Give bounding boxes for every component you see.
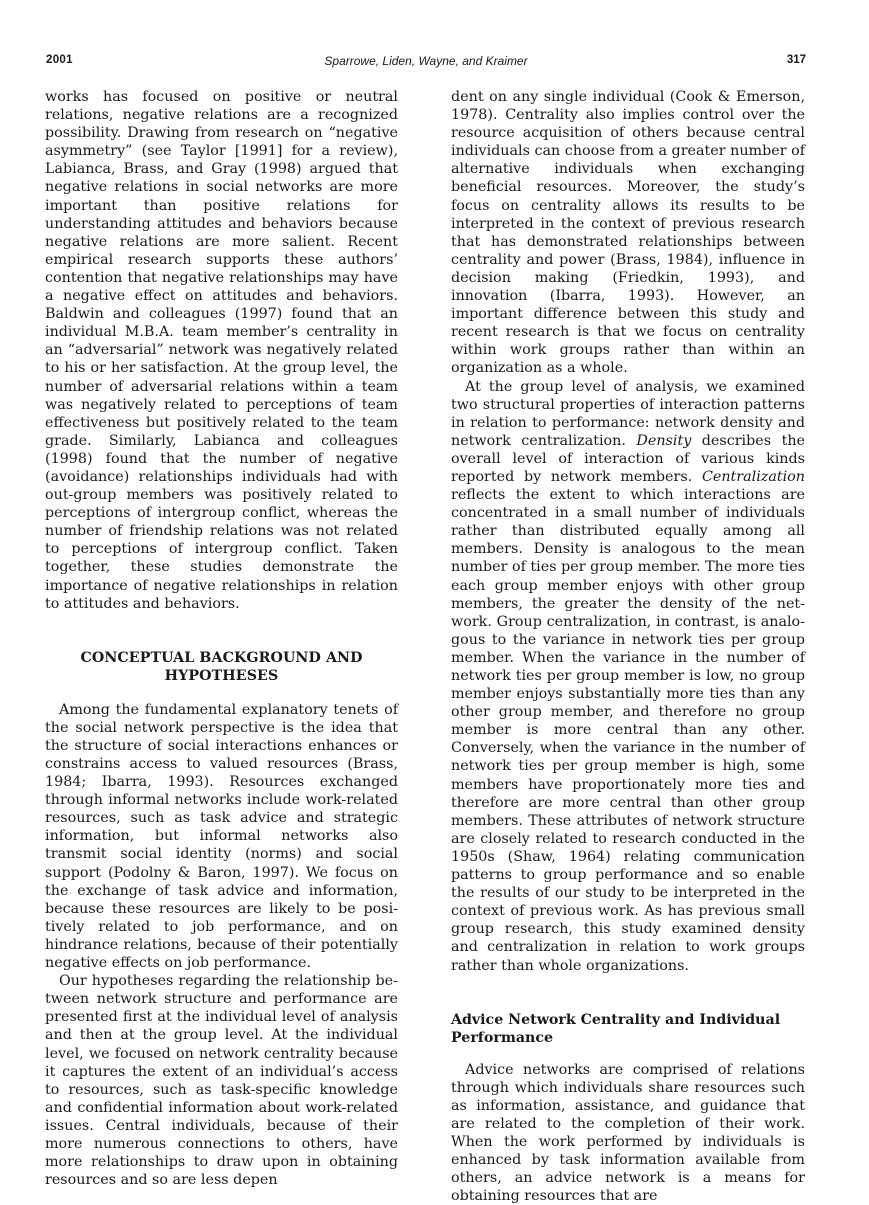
term-centralization: Centralization [701, 468, 805, 485]
subsection-heading-line-2: Performance [451, 1029, 554, 1046]
right-paragraph-2-part-b: describes the overall level of interaction of various kinds reported by network members. [451, 432, 805, 485]
right-paragraph-2-part-a: At the group level of analysis, we examined two structural properties of interaction patterns in relation to performance: network density and network centralization. [451, 378, 805, 449]
section-heading-line-1: CONCEPTUAL BACKGROUND AND [80, 649, 363, 666]
subsection-heading-line-1: Advice Network Centrality and Individual [451, 1011, 781, 1028]
header-page-number: 317 [786, 54, 806, 66]
header-year: 2001 [46, 54, 73, 66]
left-paragraph-3: Our hypotheses regarding the relationship between network structure and performance are presented first at the individual level of analysis and then at the group level. At the individual level, we focused on network centrality because it captures the extent of an individual’s access to resources, such as task-specific knowledge and confidential information about work-related issues. Central individuals, because of their more numerous connections to others, have more relationships to draw upon in obtaining resources and so are less depen [45, 973, 398, 1189]
right-column [451, 88, 805, 1205]
header-authors: Sparrowe, Liden, Wayne, and Kraimer [324, 54, 528, 68]
left-paragraph-1: works has focused on positive or neutral relations, negative relations are a recognized possibility. Drawing from research on “negative asymmetry” (see Taylor [1991] for a review), Labianca, Brass, and Gray (1998) argued that negative relations in social networks are more important than positive relations for understanding attitudes and behaviors because negative relations are more salient. Recent empirical research supports these authors’ contention that negative relationships may have a negative effect on attitudes and behaviors. Baldwin and colleagues (1997) found that an individual M.B.A. team member’s centrality in an “adversarial” network was negatively related to his or her satisfaction. At the group level, the number of adversarial relations within a team was negatively related to perceptions of team effectiveness but positively related to the team grade. Similarly, Labianca and colleagues (1998) found that the number of negative (avoidance) relationships individuals had with out-group members was positively related to perceptions of intergroup conflict, whereas the number of friendship relations was not related to perceptions of intergroup conflict. Taken together, these studies demonstrate the importance of negative relationships in relation to attitudes and behaviors. [45, 89, 398, 612]
right-paragraph-2-part-c: reflects the extent to which interactions are concentrated in a small number of individuals rather than distributed equally among all members. Density is analogous to the mean number of ties per group member. The more ties each group member enjoys with other group members, the greater the density of the network. Group centralization, in contrast, is analogous to the variance in network ties per group member. When the variance in the number of network ties per group member is low, no group member enjoys substantially more ties than any other group member, and therefore no group member is more central than any other. Conversely, when the variance in the number of network ties per group member is high, some members have proportionately more ties and therefore are more central than other group members. These attributes of network structure are closely related to research conducted in the 1950s (Shaw, 1964) relating communication patterns to group performance and so enable the results of our study to be interpreted in the context of previous work. As has previous small group research, this study examined density and centralization in relation to work groups rather than whole organizations. [451, 487, 805, 974]
left-paragraph-2: Among the fundamental explanatory tenets of the social network perspective is the idea that the structure of social interactions enhances or constrains access to valued resources (Brass, 1984; Ibarra, 1993). Resources exchanged through informal networks include work-related resources, such as task advice and strategic information, but informal networks also transmit social identity (norms) and social support (Podolny & Baron, 1997). We focus on the exchange of task advice and information, because these resources are likely to be positively related to job performance, and on hindrance relations, because of their potentially negative effects on job performance. [45, 701, 398, 972]
subsection-heading [451, 1011, 805, 1047]
section-heading [45, 649, 398, 685]
running-header [46, 54, 806, 70]
term-density: Density [636, 432, 692, 449]
right-paragraph-3: Advice networks are comprised of relations through which individuals share resources such as information, assistance, and guidance that are related to the completion of their work. When the work performed by individuals is enhanced by task information available from others, an advice network is a means for obtaining resources that are [451, 1061, 805, 1205]
right-paragraph-1: dent on any single individual (Cook & Emerson, 1978). Centrality also implies control over the resource acquisition of others because central individuals can choose from a greater number of alternative individuals when exchanging beneficial resources. Moreover, the study’s focus on centrality allows its results to be interpreted in the context of previous research that has demonstrated relationships between centrality and power (Brass, 1984), influence in decision making (Friedkin, 1993), and innovation (Ibarra, 1993). However, an important difference between this study and recent research is that we focus on centrality within work groups rather than within an organization as a whole. [451, 89, 805, 377]
left-column [45, 88, 398, 1189]
section-heading-line-2: HYPOTHESES [164, 667, 279, 684]
right-paragraph-2 [451, 378, 805, 975]
